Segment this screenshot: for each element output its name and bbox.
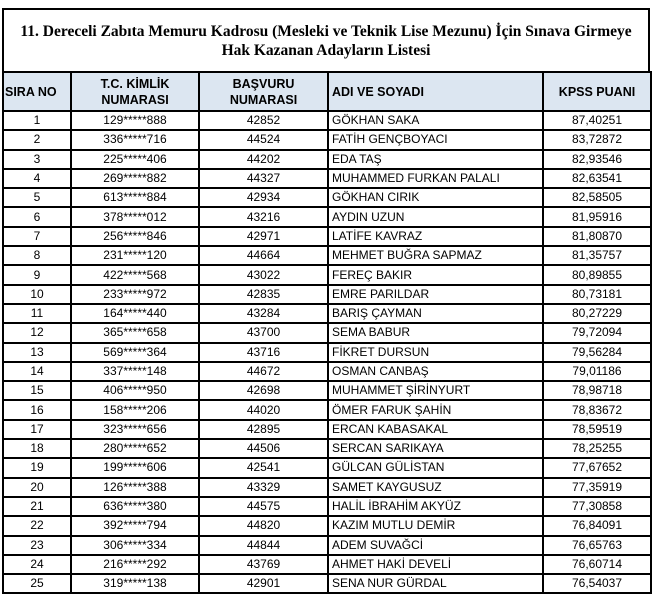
header-tc-line-2: NUMARASI (101, 92, 169, 107)
cell-kpss-puani: 79,72094 (543, 323, 651, 342)
table-row (3, 381, 651, 400)
cell-tc-kimlik: 336*****716 (71, 130, 199, 149)
cell-tc-kimlik: 216*****292 (71, 555, 199, 574)
cell-ad-soyad: GÜLCAN GÜLİSTAN (328, 458, 543, 477)
cell-sira-no: 13 (3, 343, 71, 362)
cell-basvuru-no: 44202 (199, 150, 328, 169)
cell-tc-kimlik: 365*****658 (71, 323, 199, 342)
cell-kpss-puani: 81,35757 (543, 246, 651, 265)
cell-sira-no: 22 (3, 516, 71, 535)
cell-tc-kimlik: 129*****888 (71, 111, 199, 130)
cell-ad-soyad: LATİFE KAVRAZ (328, 227, 543, 246)
table-row (3, 536, 651, 555)
candidates-table (2, 71, 652, 594)
cell-tc-kimlik: 323*****656 (71, 420, 199, 439)
cell-sira-no: 7 (3, 227, 71, 246)
cell-sira-no: 21 (3, 497, 71, 516)
cell-sira-no: 2 (3, 130, 71, 149)
cell-kpss-puani: 82,93546 (543, 150, 651, 169)
cell-kpss-puani: 82,63541 (543, 169, 651, 188)
table-row (3, 207, 651, 226)
cell-kpss-puani: 78,59519 (543, 420, 651, 439)
cell-tc-kimlik: 256*****846 (71, 227, 199, 246)
cell-tc-kimlik: 231*****120 (71, 246, 199, 265)
table-row (3, 111, 651, 130)
cell-ad-soyad: EMRE PARILDAR (328, 285, 543, 304)
cell-sira-no: 17 (3, 420, 71, 439)
header-sira-no: SIRA NO (3, 72, 71, 111)
cell-basvuru-no: 43022 (199, 265, 328, 284)
cell-ad-soyad: MEHMET BUĞRA SAPMAZ (328, 246, 543, 265)
cell-sira-no: 12 (3, 323, 71, 342)
table-row (3, 188, 651, 207)
cell-tc-kimlik: 636*****380 (71, 497, 199, 516)
table-row (3, 400, 651, 419)
cell-sira-no: 16 (3, 400, 71, 419)
table-row (3, 150, 651, 169)
cell-sira-no: 20 (3, 478, 71, 497)
cell-kpss-puani: 78,25255 (543, 439, 651, 458)
cell-basvuru-no: 42895 (199, 420, 328, 439)
cell-ad-soyad: KAZIM MUTLU DEMİR (328, 516, 543, 535)
cell-tc-kimlik: 406*****950 (71, 381, 199, 400)
cell-basvuru-no: 43216 (199, 207, 328, 226)
cell-tc-kimlik: 569*****364 (71, 343, 199, 362)
cell-basvuru-no: 42541 (199, 458, 328, 477)
cell-sira-no: 11 (3, 304, 71, 323)
cell-basvuru-no: 44844 (199, 536, 328, 555)
header-basvuru (199, 72, 328, 111)
cell-basvuru-no: 44327 (199, 169, 328, 188)
cell-ad-soyad: GÖKHAN SAKA (328, 111, 543, 130)
cell-ad-soyad: EDA TAŞ (328, 150, 543, 169)
cell-tc-kimlik: 233*****972 (71, 285, 199, 304)
cell-basvuru-no: 44020 (199, 400, 328, 419)
cell-ad-soyad: MUHAMMET ŞİRİNYURT (328, 381, 543, 400)
cell-tc-kimlik: 126*****388 (71, 478, 199, 497)
table-body (3, 111, 651, 593)
cell-basvuru-no: 42901 (199, 574, 328, 593)
table-row (3, 169, 651, 188)
cell-basvuru-no: 43329 (199, 478, 328, 497)
cell-basvuru-no: 43700 (199, 323, 328, 342)
cell-kpss-puani: 87,40251 (543, 111, 651, 130)
cell-tc-kimlik: 319*****138 (71, 574, 199, 593)
cell-sira-no: 9 (3, 265, 71, 284)
table-row (3, 478, 651, 497)
cell-ad-soyad: AHMET HAKİ DEVELİ (328, 555, 543, 574)
table-row (3, 516, 651, 535)
cell-kpss-puani: 76,84091 (543, 516, 651, 535)
cell-ad-soyad: SENA NUR GÜRDAL (328, 574, 543, 593)
table-row (3, 420, 651, 439)
cell-tc-kimlik: 337*****148 (71, 362, 199, 381)
header-tc-kimlik (71, 72, 199, 111)
cell-kpss-puani: 77,30858 (543, 497, 651, 516)
cell-kpss-puani: 80,27229 (543, 304, 651, 323)
cell-sira-no: 1 (3, 111, 71, 130)
cell-ad-soyad: ERCAN KABASAKAL (328, 420, 543, 439)
table-row (3, 304, 651, 323)
cell-kpss-puani: 82,58505 (543, 188, 651, 207)
cell-tc-kimlik: 422*****568 (71, 265, 199, 284)
cell-basvuru-no: 43284 (199, 304, 328, 323)
cell-kpss-puani: 83,72872 (543, 130, 651, 149)
table-row (3, 362, 651, 381)
cell-kpss-puani: 77,35919 (543, 478, 651, 497)
table-header-row (3, 72, 651, 111)
cell-ad-soyad: MUHAMMED FURKAN PALALI (328, 169, 543, 188)
cell-kpss-puani: 76,65763 (543, 536, 651, 555)
cell-basvuru-no: 42835 (199, 285, 328, 304)
cell-kpss-puani: 79,56284 (543, 343, 651, 362)
cell-ad-soyad: FİKRET DURSUN (328, 343, 543, 362)
cell-sira-no: 25 (3, 574, 71, 593)
header-basvuru-line-2: NUMARASI (229, 92, 298, 107)
cell-tc-kimlik: 280*****652 (71, 439, 199, 458)
cell-ad-soyad: FATİH GENÇBOYACI (328, 130, 543, 149)
cell-kpss-puani: 79,01186 (543, 362, 651, 381)
title-line-1: 11. Dereceli Zabıta Memuru Kadrosu (Mesleki ve Teknik Lise Mezunu) İçin Sınava Girmeye (20, 22, 632, 40)
table-row (3, 574, 651, 593)
cell-sira-no: 23 (3, 536, 71, 555)
cell-basvuru-no: 42852 (199, 111, 328, 130)
cell-basvuru-no: 43769 (199, 555, 328, 574)
cell-kpss-puani: 78,83672 (543, 400, 651, 419)
cell-kpss-puani: 76,54037 (543, 574, 651, 593)
cell-basvuru-no: 42698 (199, 381, 328, 400)
cell-ad-soyad: SEMA BABUR (328, 323, 543, 342)
cell-kpss-puani: 76,60714 (543, 555, 651, 574)
cell-tc-kimlik: 199*****606 (71, 458, 199, 477)
cell-sira-no: 8 (3, 246, 71, 265)
cell-sira-no: 5 (3, 188, 71, 207)
cell-basvuru-no: 44820 (199, 516, 328, 535)
cell-ad-soyad: ADEM SUVAĞCİ (328, 536, 543, 555)
cell-sira-no: 6 (3, 207, 71, 226)
cell-kpss-puani: 78,98718 (543, 381, 651, 400)
cell-ad-soyad: SAMET KAYGUSUZ (328, 478, 543, 497)
cell-ad-soyad: HALİL İBRAHİM AKYÜZ (328, 497, 543, 516)
table-row (3, 555, 651, 574)
cell-tc-kimlik: 378*****012 (71, 207, 199, 226)
cell-kpss-puani: 77,67652 (543, 458, 651, 477)
header-kpss: KPSS PUANI (543, 72, 651, 111)
cell-sira-no: 24 (3, 555, 71, 574)
cell-tc-kimlik: 392*****794 (71, 516, 199, 535)
cell-tc-kimlik: 225*****406 (71, 150, 199, 169)
cell-ad-soyad: GÖKHAN CIRIK (328, 188, 543, 207)
cell-sira-no: 14 (3, 362, 71, 381)
cell-basvuru-no: 44524 (199, 130, 328, 149)
cell-kpss-puani: 81,80870 (543, 227, 651, 246)
cell-ad-soyad: FEREÇ BAKIR (328, 265, 543, 284)
cell-sira-no: 18 (3, 439, 71, 458)
cell-sira-no: 15 (3, 381, 71, 400)
cell-sira-no: 19 (3, 458, 71, 477)
cell-basvuru-no: 44672 (199, 362, 328, 381)
cell-kpss-puani: 80,73181 (543, 285, 651, 304)
cell-kpss-puani: 80,89855 (543, 265, 651, 284)
cell-tc-kimlik: 164*****440 (71, 304, 199, 323)
table-row (3, 323, 651, 342)
document-title (2, 8, 650, 71)
cell-ad-soyad: ÖMER FARUK ŞAHİN (328, 400, 543, 419)
cell-sira-no: 4 (3, 169, 71, 188)
cell-tc-kimlik: 613*****884 (71, 188, 199, 207)
table-row (3, 439, 651, 458)
table-row (3, 130, 651, 149)
cell-basvuru-no: 44506 (199, 439, 328, 458)
cell-basvuru-no: 42934 (199, 188, 328, 207)
candidate-list-sheet (2, 8, 650, 594)
table-row (3, 285, 651, 304)
cell-sira-no: 10 (3, 285, 71, 304)
table-row (3, 458, 651, 477)
title-line-2: Hak Kazanan Adayların Listesi (221, 41, 431, 59)
header-ad-soyad: ADI VE SOYADI (328, 72, 543, 111)
cell-sira-no: 3 (3, 150, 71, 169)
cell-basvuru-no: 44575 (199, 497, 328, 516)
cell-ad-soyad: SERCAN SARIKAYA (328, 439, 543, 458)
cell-basvuru-no: 42971 (199, 227, 328, 246)
table-row (3, 227, 651, 246)
cell-basvuru-no: 44664 (199, 246, 328, 265)
cell-ad-soyad: OSMAN CANBAŞ (328, 362, 543, 381)
cell-tc-kimlik: 158*****206 (71, 400, 199, 419)
header-tc-line-1: T.C. KİMLİK (100, 76, 170, 91)
table-row (3, 343, 651, 362)
table-row (3, 265, 651, 284)
table-row (3, 246, 651, 265)
cell-tc-kimlik: 269*****882 (71, 169, 199, 188)
cell-basvuru-no: 43716 (199, 343, 328, 362)
header-basvuru-line-1: BAŞVURU (232, 76, 295, 91)
cell-ad-soyad: BARIŞ ÇAYMAN (328, 304, 543, 323)
cell-kpss-puani: 81,95916 (543, 207, 651, 226)
cell-tc-kimlik: 306*****334 (71, 536, 199, 555)
table-row (3, 497, 651, 516)
cell-ad-soyad: AYDIN UZUN (328, 207, 543, 226)
